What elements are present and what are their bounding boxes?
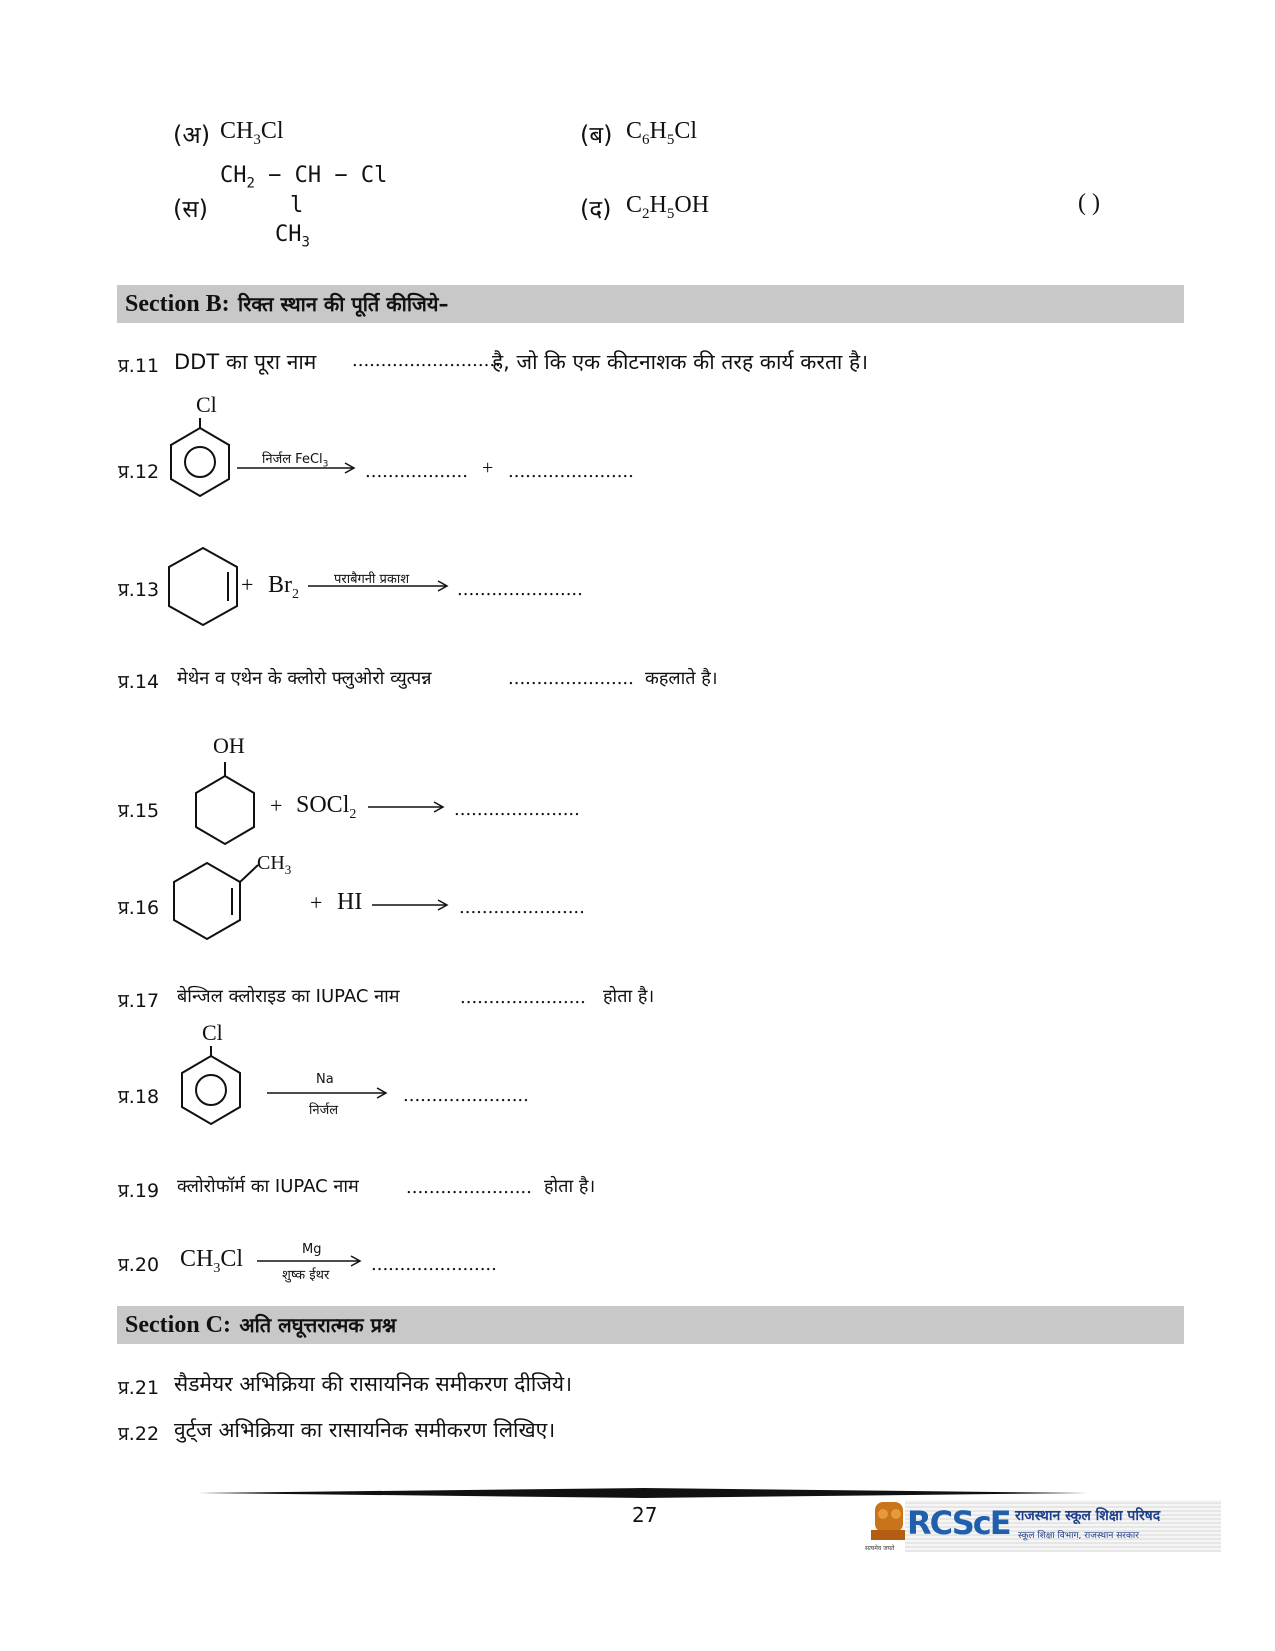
q15-reagent: SOCl$_2$ [296,792,357,822]
q16-plus: + [310,890,323,915]
q14-part2: कहलाते है। [645,668,718,689]
q16-arrow [372,899,450,911]
q15-number: प्र.15 [118,800,160,822]
q12-substituent: Cl [196,392,217,417]
section-b-header [117,285,1184,323]
q11-blank[interactable]: .......................... [352,350,501,371]
q11-part2: है, जो कि एक कीटनाशक की तरह कार्य करता है। [492,350,869,374]
q17-part2: होता है। [603,986,655,1007]
option-a-formula: $CH_3Cl$ [220,118,284,148]
q22-text: वुर्ट्ज अभिक्रिया का रासायनिक समीकरण लिखिए। [174,1418,556,1442]
q13-blank[interactable]: ...................... [457,579,583,600]
q12-benzene-ring [165,418,235,508]
option-c-bond: l [290,193,304,218]
org-sub: स्कूल शिक्षा विभाग, राजस्थान सरकार [1018,1531,1139,1541]
section-b-title-en: Section B: [125,291,230,317]
q14-blank[interactable]: ...................... [508,668,634,689]
q17-part1: बेन्जिल क्लोराइड का IUPAC नाम [177,986,400,1007]
option-b-label: (ब) [580,121,613,149]
q13-cyclohexene-ring [165,543,241,627]
q21-number: प्र.21 [118,1377,160,1399]
answer-box[interactable]: ( ) [1078,190,1100,216]
q13-arrow [308,580,450,592]
q22-number: प्र.22 [118,1423,160,1445]
q17-blank[interactable]: ...................... [460,987,586,1008]
q11-number: प्र.11 [118,355,160,377]
q15-blank[interactable]: ...................... [454,799,580,820]
q19-part2: होता है। [544,1176,596,1197]
q21-text: सैडमेयर अभिक्रिया की रासायनिक समीकरण दीजिये। [174,1372,573,1396]
q16-number: प्र.16 [118,897,160,919]
q15-plus: + [270,793,283,818]
q13-condition: पराबैगनी प्रकाश [334,572,410,587]
q12-arrow [237,462,357,474]
option-c-line1: $CH_2$ − CH − Cl [220,163,388,192]
q18-benzene-ring [176,1046,246,1136]
q15-arrow [368,801,446,813]
q18-blank[interactable]: ...................... [403,1085,529,1106]
option-d-formula: $C_2H_5OH$ [626,192,710,222]
q20-reagent-top: Mg [302,1242,322,1257]
q13-plus: + [241,572,254,597]
option-c-label: (स) [173,195,208,223]
q11-part1: DDT का पूरा नाम [174,350,317,374]
option-b-formula: $C_6H_5Cl$ [626,118,698,148]
q17-number: प्र.17 [118,990,160,1012]
section-c-title-hi: अति लघूत्तरात्मक प्रश्न [239,1313,397,1337]
q19-blank[interactable]: ...................... [406,1177,532,1198]
q14-part1: मेथेन व एथेन के क्लोरो फ्लुओरो व्युत्पन्न [177,668,432,689]
option-a-label: (अ) [173,121,211,149]
q19-part1: क्लोरोफॉर्म का IUPAC नाम [177,1176,359,1197]
q16-substituent: $CH_3$ [257,852,292,877]
q12-blank-2[interactable]: ...................... [508,461,634,482]
org-name: राजस्थान स्कूल शिक्षा परिषद [1015,1508,1161,1524]
q12-reagent: निर्जल FeCl$_3$ [262,452,329,470]
q13-reagent: $Br_2$ [268,572,299,602]
emblem-caption: सत्यमेव जयते [865,1545,895,1552]
option-d-label: (द) [580,195,612,223]
q12-number: प्र.12 [118,461,160,483]
footer-logo [865,1500,1220,1558]
page-number: 27 [632,1503,658,1527]
logo-text: RCScE [907,1504,1010,1542]
q18-number: प्र.18 [118,1086,160,1108]
q12-plus: + [482,457,494,479]
q20-number: प्र.20 [118,1254,160,1276]
q18-substituent: Cl [202,1020,223,1045]
q15-cyclohexanol-ring [190,758,260,848]
q19-number: प्र.19 [118,1180,160,1202]
q12-blank-1[interactable]: .................. [365,461,468,482]
q20-reagent-bottom: शुष्क ईथर [282,1268,330,1283]
q13-number: प्र.13 [118,579,160,601]
section-c-header [117,1306,1184,1344]
q16-reagent: HI [337,889,363,915]
section-c-title-en: Section C: [125,1312,231,1338]
q18-reagent-bottom: निर्जल [309,1103,339,1118]
q18-arrow [267,1087,389,1099]
option-c-line3: $CH_3$ [275,222,310,251]
q15-substituent: OH [213,733,245,758]
footer-rule [198,1487,1088,1499]
q18-reagent-top: Na [316,1072,334,1087]
q20-blank[interactable]: ...................... [371,1254,497,1275]
q16-blank[interactable]: ...................... [459,897,585,918]
section-b-title-hi: रिक्त स्थान की पूर्ति कीजिये– [238,292,449,316]
q20-reactant: $CH_3Cl$ [180,1246,244,1276]
q14-number: प्र.14 [118,671,160,693]
